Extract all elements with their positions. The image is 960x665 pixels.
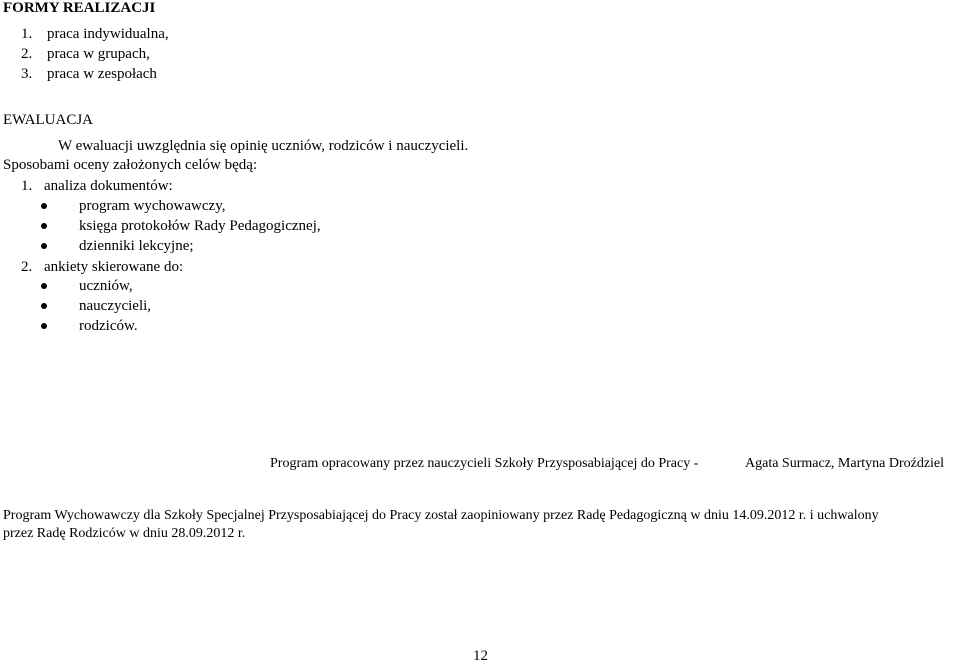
forms-item-1: praca indywidualna,: [47, 26, 169, 42]
method-2-bullet-2: nauczycieli,: [79, 298, 152, 314]
evaluation-intro-line-2: Sposobami oceny założonych celów będą:: [3, 157, 258, 173]
evaluation-intro-line-1: W ewaluacji uwzględnia się opinię uczniów, rodziców i nauczycieli.: [58, 138, 469, 154]
bullet-icon: [41, 203, 47, 209]
forms-item-3: praca w zespołach: [47, 66, 157, 82]
method-2-bullet-3: rodziców.: [79, 318, 138, 334]
forms-item-3-number: 3.: [21, 66, 33, 82]
method-1-bullet-1: program wychowawczy,: [79, 198, 226, 214]
evaluation-heading: EWALUACJA: [3, 112, 93, 128]
method-1-bullet-2: księga protokołów Rady Pedagogicznej,: [79, 218, 321, 234]
page-number: 12: [473, 648, 488, 664]
method-1-label: analiza dokumentów:: [44, 178, 173, 194]
bullet-icon: [41, 323, 47, 329]
approval-line-1: Program Wychowawczy dla Szkoły Specjalnej Przysposabiającej do Pracy został zaopiniowany przez Radę Pedagogiczną w dniu 14.09.2012 r. i uchwalony: [3, 508, 879, 523]
approval-line-2: przez Radę Rodziców w dniu 28.09.2012 r.: [3, 526, 246, 541]
forms-heading: FORMY REALIZACJI: [3, 0, 156, 16]
bullet-icon: [41, 243, 47, 249]
forms-item-2-number: 2.: [21, 46, 33, 62]
authors-statement: Program opracowany przez nauczycieli Szkoły Przysposabiającej do Pracy -: [270, 456, 699, 471]
method-2-number: 2.: [21, 259, 33, 275]
method-1-bullet-3: dzienniki lekcyjne;: [79, 238, 194, 254]
bullet-icon: [41, 283, 47, 289]
forms-item-2: praca w grupach,: [47, 46, 150, 62]
method-2-bullet-1: uczniów,: [79, 278, 133, 294]
authors-names: Agata Surmacz, Martyna Droździel: [745, 456, 945, 471]
method-2-label: ankiety skierowane do:: [44, 259, 184, 275]
bullet-icon: [41, 223, 47, 229]
method-1-number: 1.: [21, 178, 33, 194]
bullet-icon: [41, 303, 47, 309]
forms-item-1-number: 1.: [21, 26, 33, 42]
